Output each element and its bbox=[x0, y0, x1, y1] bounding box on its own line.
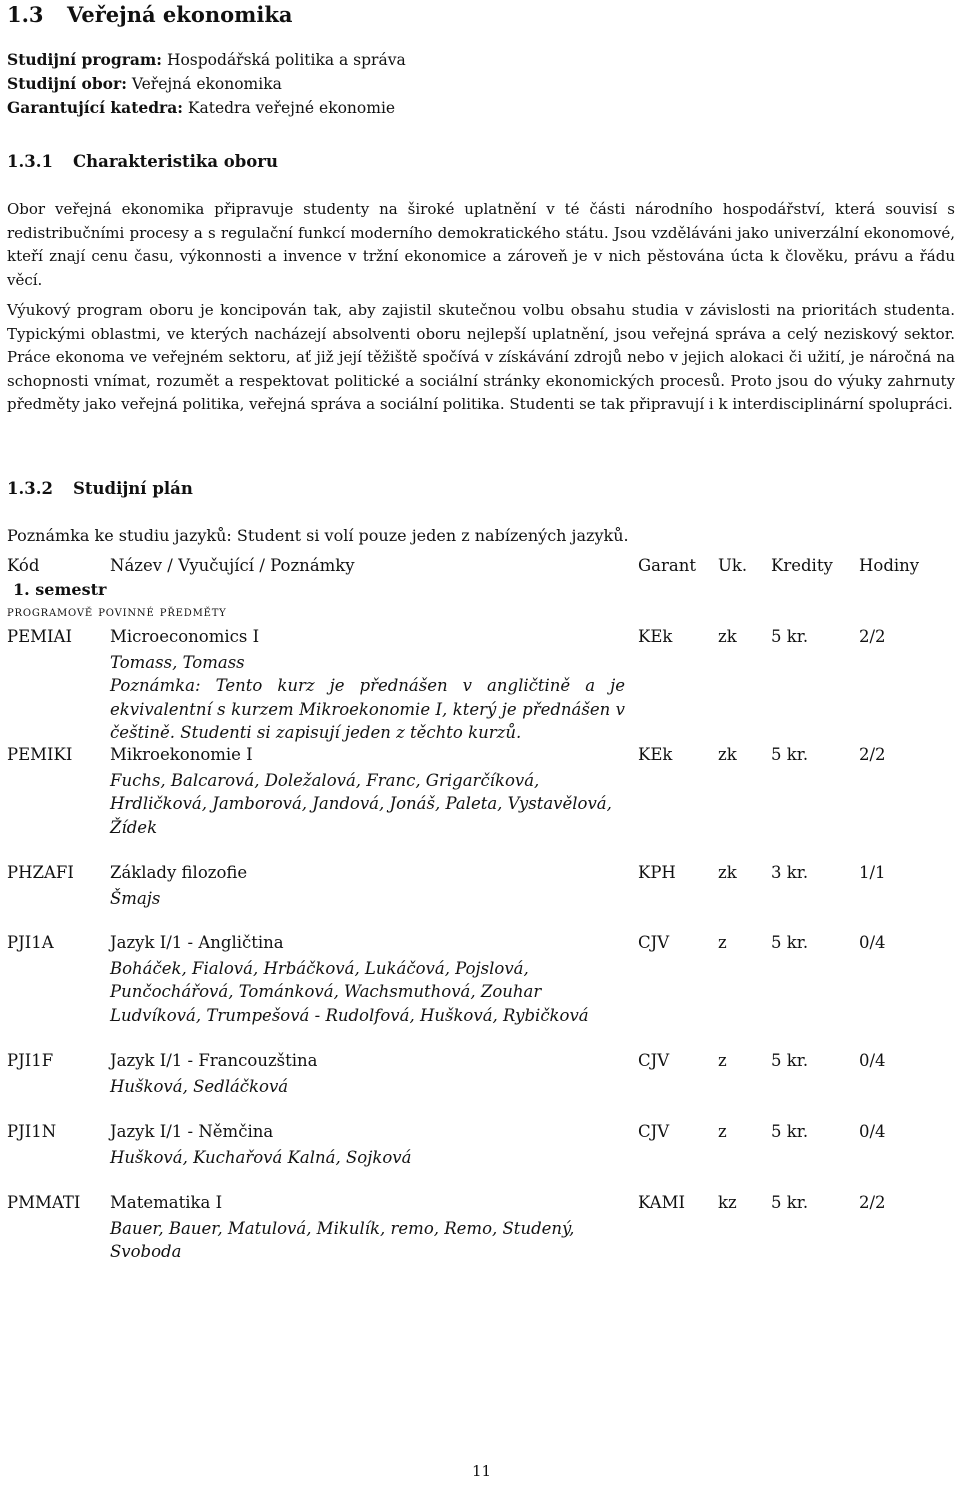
course-name: Microeconomics I bbox=[110, 627, 260, 646]
course-code: PEMIKI bbox=[7, 745, 73, 764]
course-teachers-block bbox=[110, 1122, 625, 1169]
meta-program bbox=[7, 48, 406, 72]
subsection-number: 1.3.2 bbox=[7, 479, 53, 498]
section-number: 1.3 bbox=[7, 2, 44, 27]
course-uk: z bbox=[718, 933, 727, 952]
study-meta bbox=[7, 48, 406, 120]
course-name: Jazyk I/1 - Francouzština bbox=[110, 1051, 318, 1070]
course-code: PJI1N bbox=[7, 1122, 57, 1141]
course-garant: CJV bbox=[638, 1051, 670, 1070]
subsection-number: 1.3.1 bbox=[7, 152, 53, 171]
paragraph-characteristics-1: Obor veřejná ekonomika připravuje studenty na široké uplatnění v té části národního hospodářství, která souvisí s redistribučními procesy a s regulační funkcí moderního demokratického státu. Jsou vzděláváni jako univerzální ekonomové, kteří znají cenu času, výkonnosti a invence v tržní ekonomice a zároveň je v nich pěstována úcta k člověku, právu a řádu věcí. bbox=[7, 200, 955, 289]
course-kredity: 5 kr. bbox=[771, 1193, 809, 1212]
course-kredity: 5 kr. bbox=[771, 933, 809, 952]
course-uk: kz bbox=[718, 1193, 737, 1212]
course-uk: zk bbox=[718, 863, 737, 882]
subsection-heading-characteristics bbox=[7, 152, 278, 171]
header-kod: Kód bbox=[7, 556, 40, 575]
header-garant: Garant bbox=[638, 556, 696, 575]
course-teachers: Bauer, Bauer, Matulová, Mikulík, remo, Remo, Studený, Svoboda bbox=[110, 1218, 575, 1262]
meta-katedra-value: Katedra veřejné ekonomie bbox=[182, 99, 396, 117]
course-teachers-block bbox=[110, 627, 625, 745]
course-kredity: 3 kr. bbox=[771, 863, 809, 882]
course-teachers-block bbox=[110, 863, 625, 910]
course-hodiny: 2/2 bbox=[859, 1193, 886, 1212]
course-teachers: Hušková, Kuchařová Kalná, Sojková bbox=[110, 1147, 412, 1167]
course-garant: CJV bbox=[638, 933, 670, 952]
course-kredity: 5 kr. bbox=[771, 1122, 809, 1141]
course-group-label: programově povinné předměty bbox=[7, 604, 227, 620]
table-header bbox=[7, 556, 957, 578]
section-heading bbox=[7, 2, 292, 27]
course-uk: z bbox=[718, 1051, 727, 1070]
course-name: Mikroekonomie I bbox=[110, 745, 253, 764]
course-garant: KAMI bbox=[638, 1193, 685, 1212]
course-teachers-block bbox=[110, 1193, 625, 1264]
course-uk: z bbox=[718, 1122, 727, 1141]
course-teachers: Šmajs bbox=[110, 888, 161, 908]
section-title: Veřejná ekonomika bbox=[67, 2, 293, 27]
course-uk: zk bbox=[718, 745, 737, 764]
course-code: PHZAFI bbox=[7, 863, 74, 882]
meta-obor-value: Veřejná ekonomika bbox=[126, 75, 282, 93]
meta-katedra bbox=[7, 96, 406, 120]
semester-label: 1. semestr bbox=[13, 580, 107, 599]
course-teachers-block bbox=[110, 745, 625, 839]
course-code: PJI1F bbox=[7, 1051, 54, 1070]
header-kredity: Kredity bbox=[771, 556, 833, 575]
meta-obor-label: Studijní obor: bbox=[7, 74, 127, 93]
course-kredity: 5 kr. bbox=[771, 627, 809, 646]
meta-program-value: Hospodářská politika a správa bbox=[162, 51, 406, 69]
header-nazev: Název / Vyučující / Poznámky bbox=[110, 556, 355, 575]
course-note: Poznámka: Tento kurz je přednášen v angličtině a je ekvivalentní s kurzem Mikroekonomie I, který je přednášen v češtině. Studenti si zapisují jeden z těchto kurzů. bbox=[110, 676, 625, 743]
subsection-title: Charakteristika oboru bbox=[73, 152, 279, 171]
course-teachers-block bbox=[110, 933, 625, 1027]
header-hodiny: Hodiny bbox=[859, 556, 920, 575]
course-teachers: Tomass, Tomass bbox=[110, 652, 245, 672]
course-teachers: Fuchs, Balcarová, Doležalová, Franc, Grigarčíková, Hrdličková, Jamborová, Jandová, Jonáš, Paleta, Vystavělová, Žídek bbox=[110, 770, 612, 837]
meta-katedra-label: Garantující katedra: bbox=[7, 98, 183, 117]
course-hodiny: 0/4 bbox=[859, 1122, 886, 1141]
course-uk: zk bbox=[718, 627, 737, 646]
course-name: Základy filozofie bbox=[110, 863, 248, 882]
course-code: PEMIAI bbox=[7, 627, 72, 646]
course-kredity: 5 kr. bbox=[771, 745, 809, 764]
course-garant: KEk bbox=[638, 627, 673, 646]
course-hodiny: 1/1 bbox=[859, 863, 886, 882]
course-hodiny: 0/4 bbox=[859, 933, 886, 952]
course-hodiny: 2/2 bbox=[859, 745, 886, 764]
course-kredity: 5 kr. bbox=[771, 1051, 809, 1070]
course-name: Matematika I bbox=[110, 1193, 223, 1212]
course-hodiny: 2/2 bbox=[859, 627, 886, 646]
course-hodiny: 0/4 bbox=[859, 1051, 886, 1070]
course-teachers-block bbox=[110, 1051, 625, 1098]
course-garant: KPH bbox=[638, 863, 676, 882]
meta-program-label: Studijní program: bbox=[7, 50, 163, 69]
language-note: Poznámka ke studiu jazyků: Student si volí pouze jeden z nabízených jazyků. bbox=[7, 526, 629, 545]
paragraph-characteristics-2: Výukový program oboru je koncipován tak, aby zajistil skutečnou volbu obsahu studia v závislosti na prioritách studenta. Typickými oblastmi, ve kterých nacházejí absolventi oboru nejlepší uplatnění, jsou veřejná správa a celý neziskový sektor. Práce ekonoma ve veřejném sektoru, ať již její těžiště spočívá v získávání zdrojů nebo v jejich alokaci či užití, je náročná na schopnosti vnímat, rozumět a respektovat politické a sociální stránky ekonomických procesů. Proto jsou do výuky zahrnuty předměty jako veřejná politika, veřejná správa a sociální politika. Studenti se tak připravují i k interdisciplinární spolupráci. bbox=[7, 301, 955, 414]
course-garant: CJV bbox=[638, 1122, 670, 1141]
course-garant: KEk bbox=[638, 745, 673, 764]
header-uk: Uk. bbox=[718, 556, 748, 575]
course-name: Jazyk I/1 - Němčina bbox=[110, 1122, 274, 1141]
page-number: 11 bbox=[472, 1462, 492, 1480]
subsection-heading-study-plan bbox=[7, 479, 193, 498]
subsection-title: Studijní plán bbox=[73, 479, 193, 498]
meta-obor bbox=[7, 72, 406, 96]
course-code: PMMATI bbox=[7, 1193, 81, 1212]
course-teachers: Hušková, Sedláčková bbox=[110, 1076, 289, 1096]
course-name: Jazyk I/1 - Angličtina bbox=[110, 933, 284, 952]
course-code: PJI1A bbox=[7, 933, 54, 952]
course-teachers: Boháček, Fialová, Hrbáčková, Lukáčová, Pojslová, Punčochářová, Tománková, Wachsmuthová, Zouhar Ludvíková, Trumpešová - Rudolfová, Hušková, Rybičková bbox=[110, 958, 589, 1025]
